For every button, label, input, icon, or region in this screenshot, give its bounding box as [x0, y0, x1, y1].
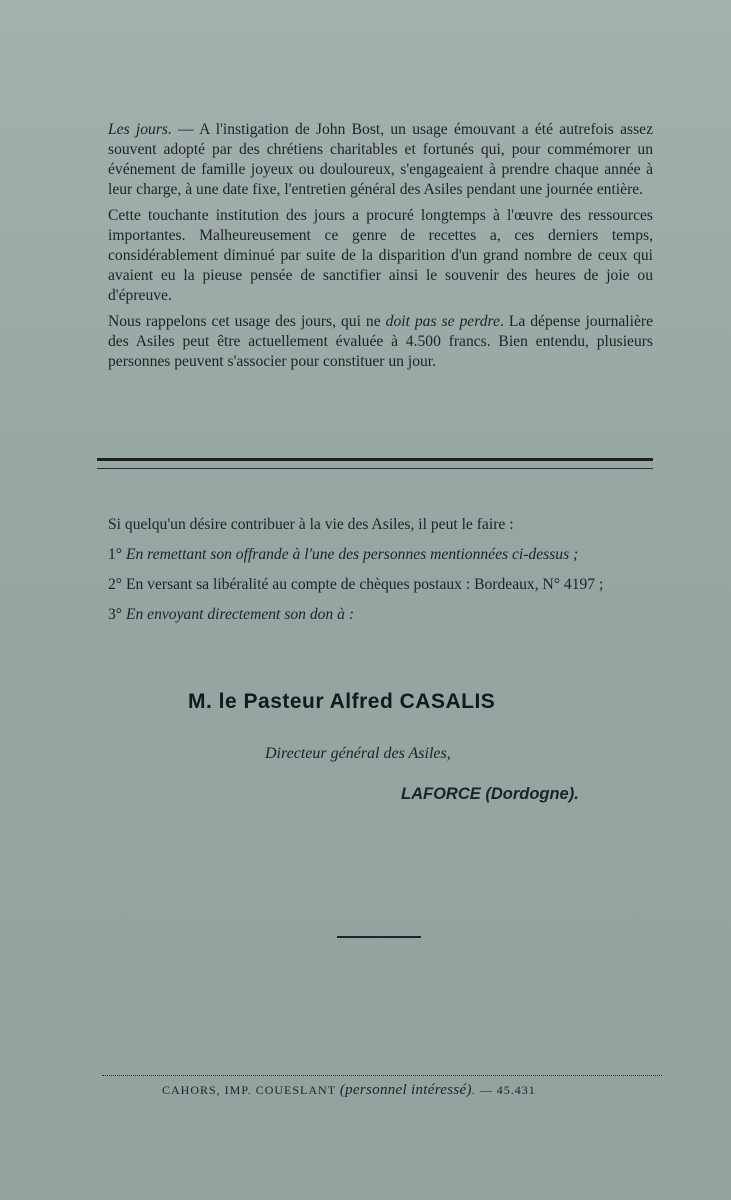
imprint-note: (personnel intéressé) — [339, 1082, 472, 1098]
imprint-number: . — 45.431 — [471, 1083, 536, 1097]
paragraph-rappel — [108, 312, 653, 372]
contribution-intro: Si quelqu'un désire contribuer à la vie des Asiles, il peut le faire : — [108, 516, 514, 533]
rappel-text-a: Nous rappelons cet usage des jours, qui ne — [108, 313, 386, 330]
director-role: Directeur général des Asiles, — [265, 745, 451, 762]
item-3-number: 3° — [108, 606, 123, 623]
director-name: M. le Pasteur Alfred CASALIS — [188, 690, 496, 713]
jours-heading: Les jours. — [108, 121, 172, 138]
paragraph-jours-text: — A l'instigation de John Bost, un usage émouvant a été autrefois assez souvent adopté par des chrétiens charitables et fortunés qui, pour commémorer un événement de famille joyeux ou douloureux, s'engageaient à prendre chaque année à leur charge, à une date fixe, l'entretien général des Asiles pendant une journée entière. — [108, 121, 653, 198]
imprint-rule — [102, 1075, 662, 1076]
contribution-section — [108, 515, 653, 635]
paragraph-institution: Cette touchante institution des jours a procuré longtemps à l'œuvre des ressources importantes. Malheureusement ce genre de recettes a, ces derniers temps, considérablement diminué par suite de la disparition d'un grand nombre de ceux qui avaient eu la pieuse pensée de sanctifier ainsi le souvenir des heures de joie ou d'épreuve. — [108, 207, 653, 304]
jours-section — [108, 120, 653, 378]
item-3-text: En envoyant directement son don à : — [122, 606, 355, 623]
item-1-number: 1° — [108, 546, 123, 563]
director-location: LAFORCE (Dordogne). — [401, 785, 579, 803]
contribution-item-1 — [108, 545, 653, 565]
item-2-text: En versant sa libéralité au compte de chèques postaux : Bordeaux, N° 4197 ; — [122, 576, 604, 593]
contribution-item-2 — [108, 575, 653, 595]
item-1-text: En remettant son offrande à l'une des personnes mentionnées ci-dessus ; — [122, 546, 579, 563]
contribution-item-3 — [108, 605, 653, 625]
item-2-number: 2° — [108, 576, 123, 593]
section-divider — [97, 458, 653, 461]
rappel-emphasis: doit pas se perdre — [385, 313, 500, 330]
imprint-line — [162, 1082, 536, 1099]
rappel-text-b: . La dépense journalière des Asiles peut être actuellement évaluée à 4.500 francs. Bien entendu, plusieurs personnes peuvent s'associer pour constituer un jour. — [108, 313, 653, 370]
paragraph-jours — [108, 120, 653, 200]
closing-rule — [337, 936, 421, 938]
imprint-printer: CAHORS, IMP. COUESLANT — [162, 1083, 340, 1097]
section-divider-thin — [97, 468, 653, 469]
